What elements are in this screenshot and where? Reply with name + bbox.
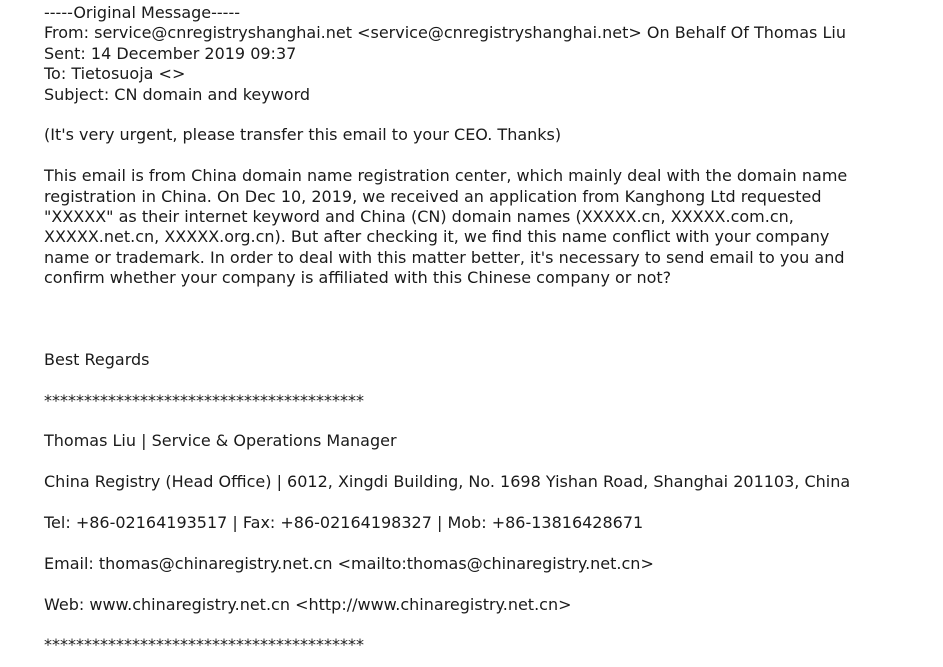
- email-document: [44, 3, 934, 656]
- signature-web: Web: www.chinaregistry.net.cn <http://www.chinaregistry.net.cn>: [44, 594, 572, 614]
- signature-name-title: Thomas Liu | Service & Operations Manager: [44, 431, 397, 451]
- body-paragraph-line: name or trademark. In order to deal with this matter better, it's necessary to send email to you and: [44, 247, 845, 267]
- body-paragraph-line: XXXXX.net.cn, XXXXX.org.cn). But after checking it, we find this name conflict with your company: [44, 227, 830, 247]
- spacer: [44, 370, 934, 390]
- signature-email: Email: thomas@chinaregistry.net.cn <mailto:thomas@chinaregistry.net.cn>: [44, 553, 654, 573]
- spacer: [44, 533, 934, 553]
- sent-line: Sent: 14 December 2019 09:37: [44, 43, 297, 63]
- closing-line: Best Regards: [44, 349, 150, 369]
- signature-address: China Registry (Head Office) | 6012, Xingdi Building, No. 1698 Yishan Road, Shanghai 201103, China: [44, 472, 851, 492]
- signature-phones: Tel: +86-02164193517 | Fax: +86-02164198327 | Mob: +86-13816428671: [44, 513, 644, 533]
- body-paragraph-line: confirm whether your company is affiliated with this Chinese company or not?: [44, 268, 672, 288]
- spacer: [44, 615, 934, 635]
- subject-line: Subject: CN domain and keyword: [44, 84, 311, 104]
- body-paragraph-line: registration in China. On Dec 10, 2019, we received an application from Kanghong Ltd requested: [44, 186, 822, 206]
- spacer: [44, 452, 934, 472]
- urgent-note: (It's very urgent, please transfer this email to your CEO. Thanks): [44, 125, 562, 145]
- spacer: [44, 146, 934, 166]
- spacer: [44, 574, 934, 594]
- from-line: From: service@cnregistryshanghai.net <service@cnregistryshanghai.net> On Behalf Of Thomas Liu: [44, 23, 846, 43]
- spacer: [44, 411, 934, 431]
- signature-separator: ****************************************: [44, 390, 364, 410]
- original-message-marker: -----Original Message-----: [44, 3, 240, 22]
- body-paragraph-line: "XXXXX" as their internet keyword and China (CN) domain names (XXXXX.cn, XXXXX.com.cn,: [44, 207, 794, 227]
- to-line: To: Tietosuoja <>: [44, 64, 186, 84]
- spacer: [44, 493, 934, 513]
- spacer: [44, 289, 934, 350]
- signature-separator-bottom: ****************************************: [44, 635, 364, 655]
- spacer: [44, 105, 934, 125]
- body-paragraph-line: This email is from China domain name registration center, which mainly deal with the domain name: [44, 166, 848, 186]
